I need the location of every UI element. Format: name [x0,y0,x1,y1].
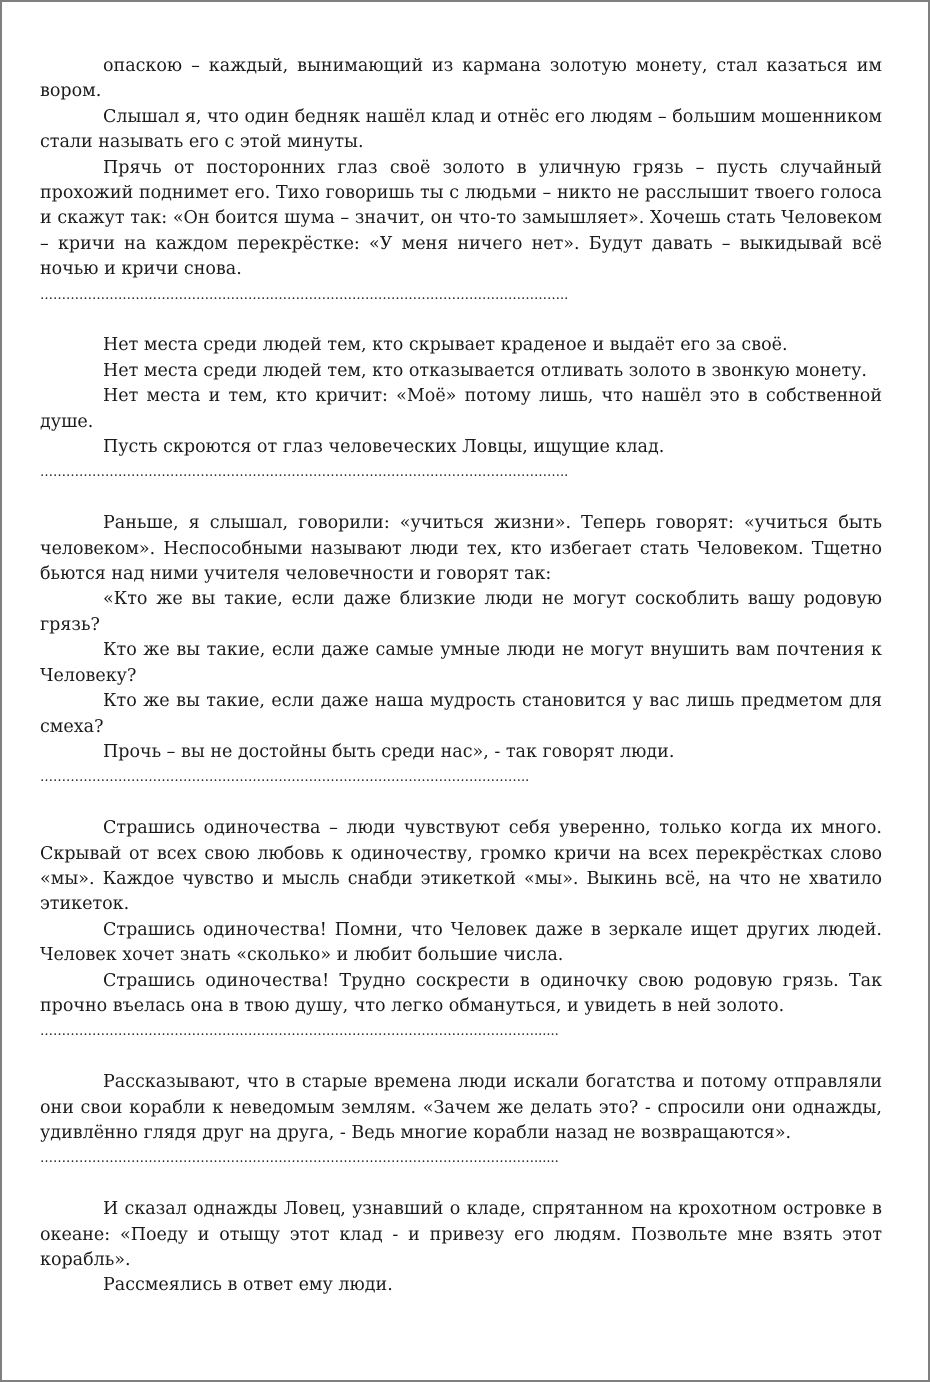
paragraph: «Кто же вы такие, если даже близкие люди не могут соскоблить вашу родовую грязь? [40,589,882,635]
paragraph: Страшись одиночества! Помни, что Человек даже в зеркале ищет других людей. Человек хочет знать «сколько» и любит большие числа. [40,919,882,966]
document-body [40,54,882,1299]
text-section [40,1197,882,1299]
section-separator: ………………………………………………………………………………………………….. [40,770,530,786]
text-section [40,333,882,485]
paragraph: Рассмеялись в ответ ему люди. [103,1275,393,1296]
paragraph: Кто же вы такие, если даже самые умные люди не могут внушить вам почтения к Человеку? [40,640,882,686]
section-separator: ………………………………………………………………………………………………………….. [40,465,569,481]
paragraph: И сказал однажды Ловец, узнавший о кладе, спрятанном на крохотном островке в океане: «Поеду и отыщу этот клад - и привезу его людям. Позвольте мне взять этот корабль». [40,1199,882,1270]
section-separator: ……………………………………………………………………………………………………...... [40,1151,559,1167]
paragraph: Рассказывают, что в старые времена люди искали богатства и потому отправляли они свои корабли к неведомым землям. «Зачем же делать это? - спросили они однажды, удивлённо глядя друг на друга, - Ведь многие корабли назад не возвращаются». [40,1072,882,1143]
section-gap [40,486,882,511]
paragraph: Кто же вы такие, если даже наша мудрость становится у вас лишь предметом для смеха? [40,691,882,737]
paragraph: Нет места среди людей тем, кто отказывается отливать золото в звонкую монету. [103,360,867,381]
text-section [40,511,882,790]
paragraph: Пусть скроются от глаз человеческих Ловцы, ищущие клад. [103,437,665,458]
paragraph: Слышал я, что один бедняк нашёл клад и отнёс его людям – большим мошенником стали называть его с этой минуты. [40,106,882,153]
paragraph: опаскою – каждый, вынимающий из кармана золотую монету, стал казаться им вором. [40,56,882,102]
paragraph: Прочь – вы не достойны быть среди нас», - так говорят люди. [103,741,675,762]
paragraph: Прячь от посторонних глаз своё золото в уличную грязь – пусть случайный прохожий поднимет его. Тихо говоришь ты с людьми – никто не расслышит твоего голоса и скажут так: «Он боится шума – значит, он что-то замышляет». Хочешь стать Человеком – кричи на каждом перекрёстке: «У меня ничего нет». Будут давать – выкидывай всё ночью и кричи снова. [40,157,882,280]
paragraph: Страшись одиночества! Трудно соскрести в одиночку свою родовую грязь. Так прочно въелась она в твою душу, что легко обмануться, и увидеть в ней золото. [40,970,882,1016]
text-section [40,816,882,1045]
paragraph: Нет места среди людей тем, кто скрывает краденое и выдаёт его за своё. [103,335,788,356]
section-separator: ……………………………………………………………………………………………………...... [40,1024,559,1040]
section-gap [40,1045,882,1070]
text-section [40,54,882,308]
section-gap [40,308,882,333]
paragraph: Нет места и тем, кто кричит: «Моё» потому лишь, что нашёл это в собственной душе. [40,386,882,432]
section-gap [40,1172,882,1197]
section-separator: ………………………………………………………………………………………………………….. [40,287,569,303]
paragraph: Раньше, я слышал, говорили: «учиться жизни». Теперь говорят: «учиться быть человеком». Неспособными называют люди тех, кто избегает стать Человеком. Тщетно бьются над ними учителя человечности и говорят так: [40,513,882,585]
text-section [40,1070,882,1172]
paragraph: Страшись одиночества – люди чувствуют себя уверенно, только когда их много. Скрывай от всех свою любовь к одиночеству, громко кричи на всех перекрёстках слово «мы». Каждое чувство и мысль снабди этикеткой «мы». Выкинь всё, на что не хватило этикеток. [40,818,882,915]
section-gap [40,791,882,816]
